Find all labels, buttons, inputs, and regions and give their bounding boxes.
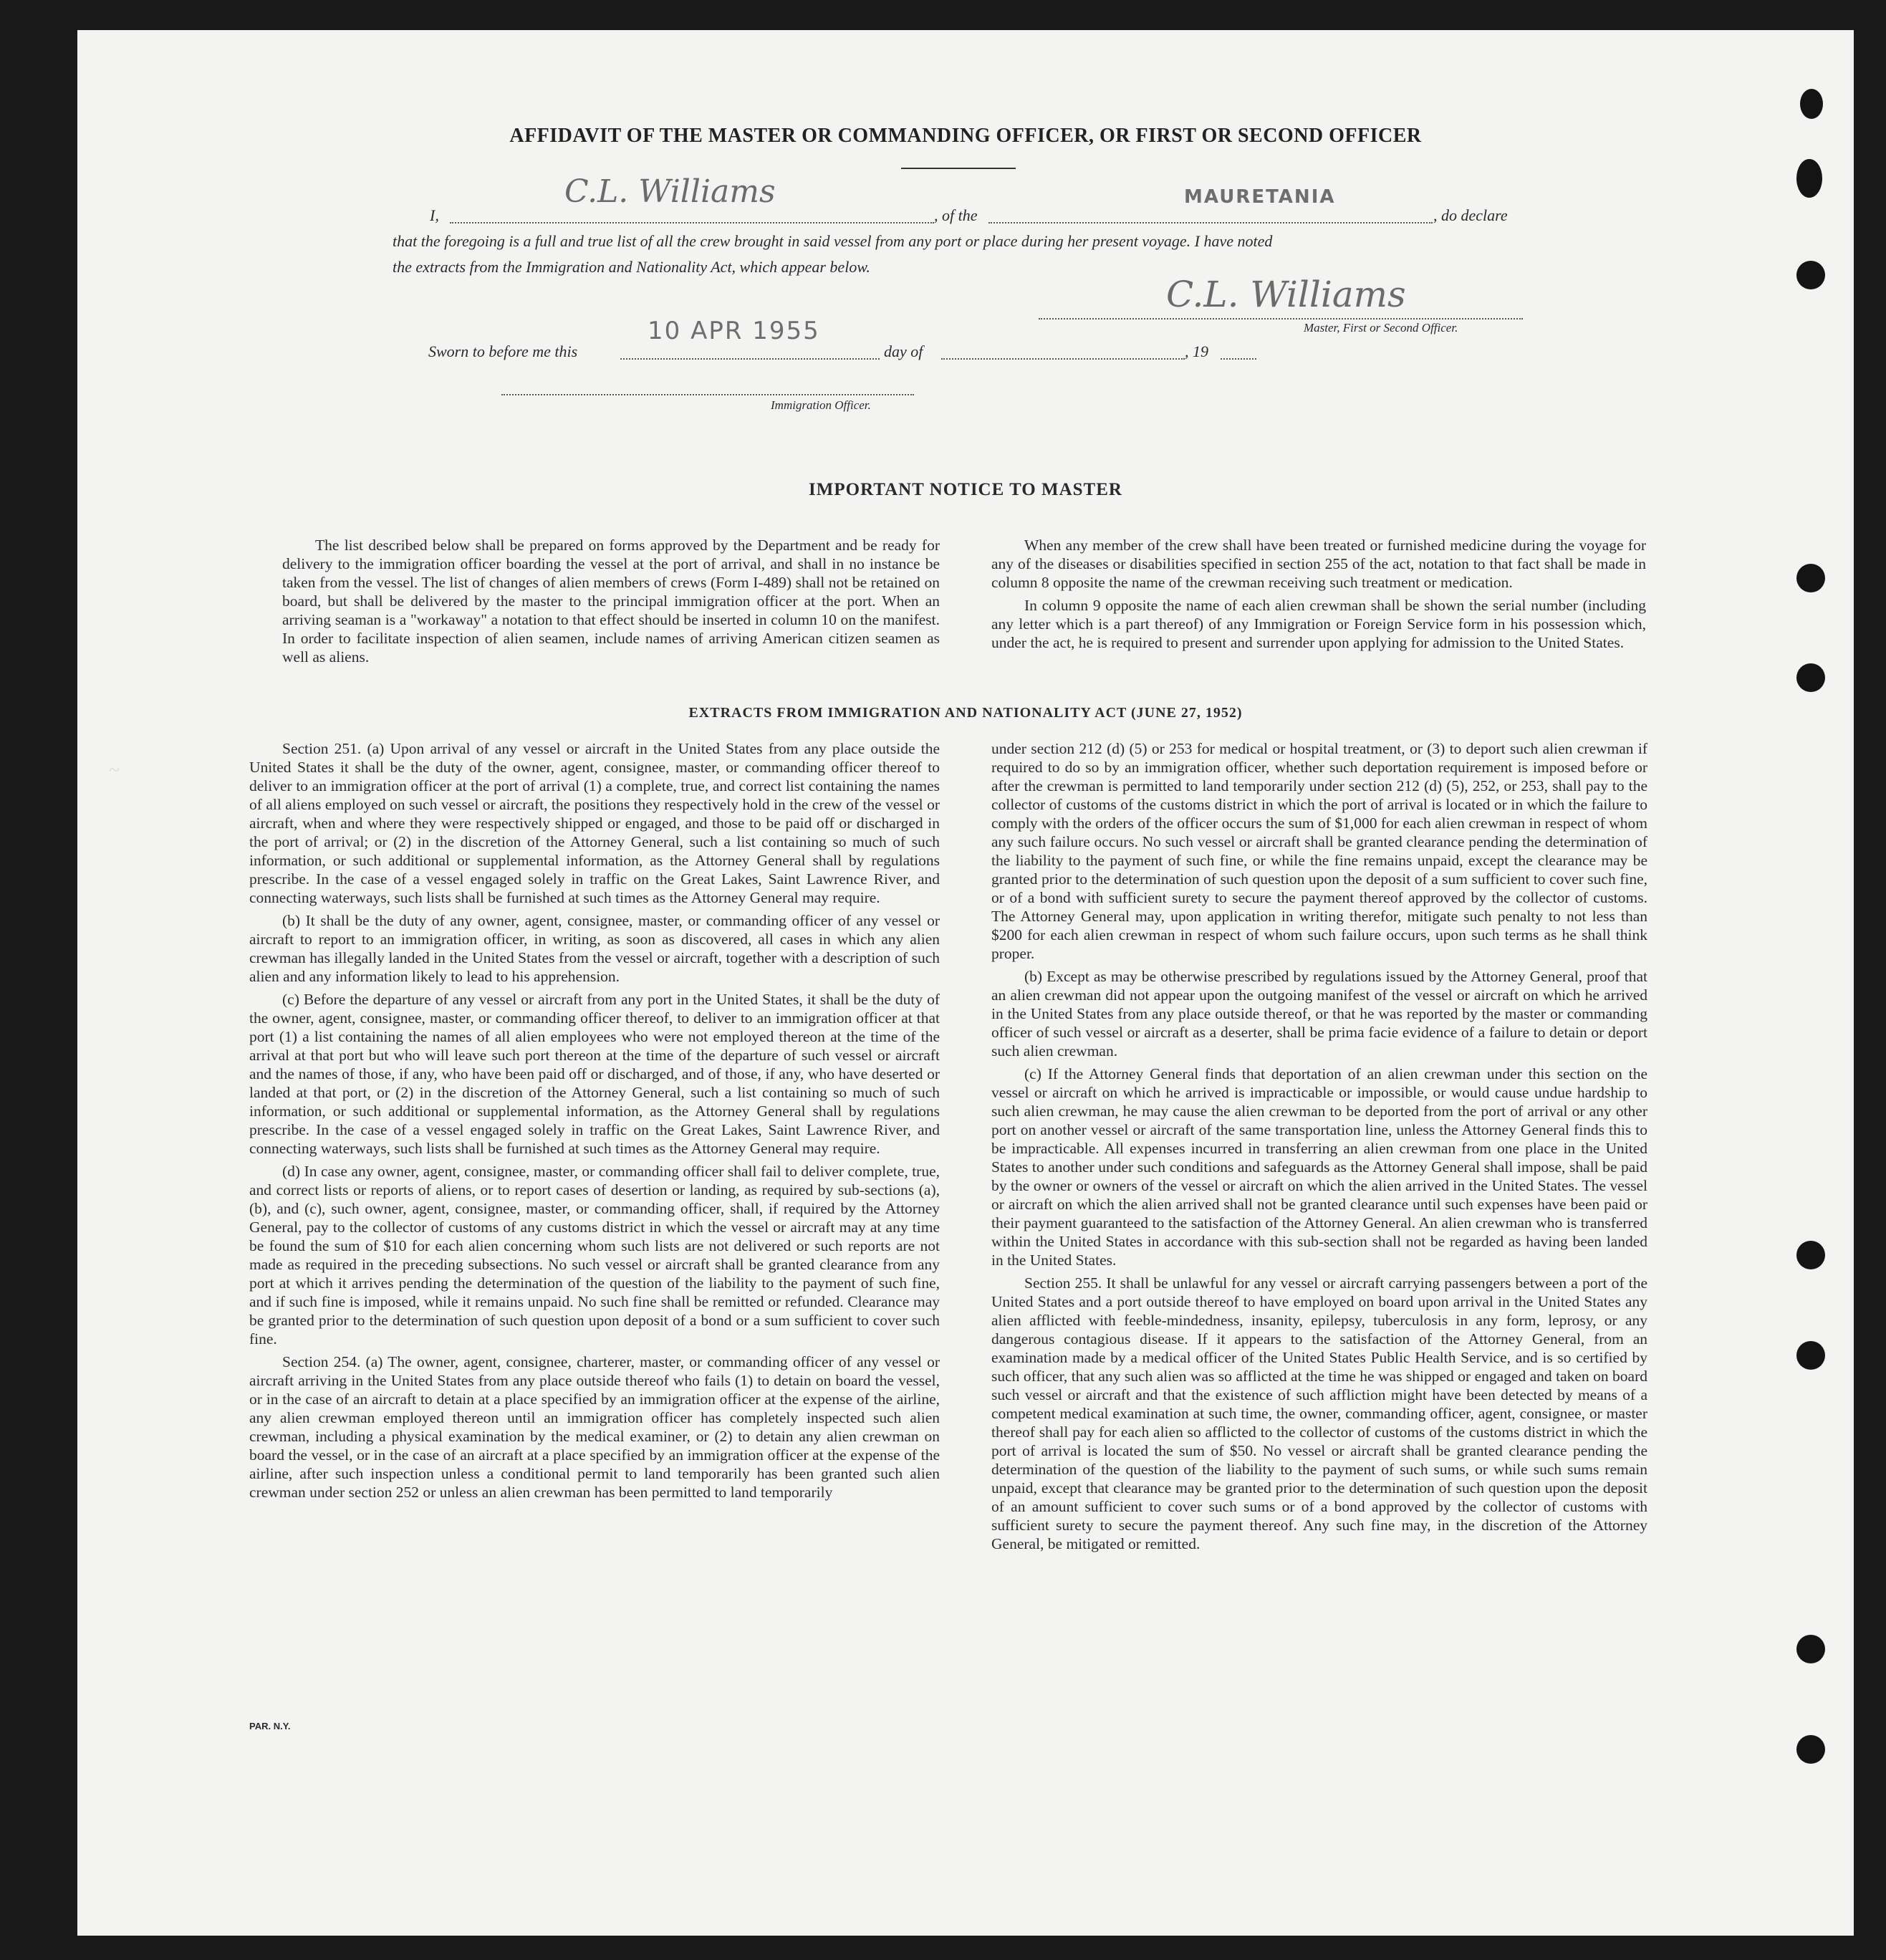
statute-paragraph: (c) Before the departure of any vessel or aircraft from any port in the United States, it shall be the duty of the owner, agent, consignee, master, or commanding officer thereof, to deliver to an immigration officer at that port (1) a list containing the names of all alien employees who were not employed thereon at the time of the arrival at that port but who will leave such port thereon at the time of the departure of such vessel or aircraft and the names of those, if any, who have been paid off or discharged, and of those, if any, who have deserted or landed at that port, or (2) in the discretion of the Attorney General, such a list containing so much of such information, or such additional or supplemental information, as the Attorney General shall by regulations prescribe. In the case of a vessel engaged solely in traffic on the Great Lakes, Saint Lawrence River, and connecting waterways, such lists shall be furnished at such times as the Attorney General may require. [249, 991, 940, 1157]
extracts-title: EXTRACTS FROM IMMIGRATION AND NATIONALITY ACT (JUNE 27, 1952) [688, 705, 1243, 721]
punch-hole-icon [1796, 261, 1825, 289]
sworn-label: Sworn to before me this [428, 342, 578, 360]
document-page [77, 30, 1854, 1936]
statute-paragraph: under section 212 (d) (5) or 253 for medical or hospital treatment, or (3) to deport such alien crewman if required to do so by an immigration officer, whether such deportation requirement is imposed before or after the crewman is permitted to land temporarily under section 212 (d) (5), 252, or 253, shall pay to the collector of customs of the customs district in which the port of arrival is located or in which the failure to comply with the orders of the officer occurs the sum of $1,000 for each alien crewman in respect of whom any such failure occurs. No such vessel or aircraft shall be granted clearance pending the determination of the liability to the payment of such fine, or while the fine remains unpaid, except the clearance may be granted prior to the determination of such question upon the deposit of a sum sufficient to cover such fine, or of a bond with sufficient surety to secure the payment thereof approved by the collector of customs. The Attorney General may, upon application in writing therefor, mitigate such penalty to not less than $200 for each alien crewman in respect of whom such failure occurs, upon such terms as he shall think proper. [991, 740, 1647, 962]
punch-hole-icon [1796, 663, 1825, 692]
declaration-line-2: the extracts from the Immigration and Nationality Act, which appear below. [393, 258, 870, 276]
of-the-label: , of the [934, 206, 978, 224]
statute-paragraph: (b) It shall be the duty of any owner, agent, consignee, master, or commanding officer of any vessel or aircraft to report to an immigration officer, in writing, as soon as discovered, all cases in which any alien crewman has illegally landed in the United States from the vessel or aircraft, together with a description of such alien and any information likely to lead to his apprehension. [249, 912, 940, 985]
title-rule [901, 168, 1016, 169]
officer-signature-line [501, 394, 914, 395]
notice-right-column [991, 536, 1646, 656]
punch-hole-icon [1796, 1735, 1825, 1764]
notice-paragraph: In column 9 opposite the name of each alien crewman shall be shown the serial number (including any letter which is a part thereof) of any Immigration or Foreign Service form in his possession which, under the act, he is required to present and surrender upon applying for admission to the United States. [991, 597, 1646, 651]
punch-hole-icon [1796, 1341, 1825, 1370]
date-stamp: 10 APR 1955 [648, 317, 820, 345]
statute-paragraph: Section 251. (a) Upon arrival of any vessel or aircraft in the United States from any place outside the United States it shall be the duty of the owner, agent, consignee, master, or commanding officer thereof to deliver to an immigration officer at the port of arrival (1) a complete, true, and correct list containing the names of all aliens employed on such vessel or aircraft, the positions they respectively hold in the crew of the vessel or aircraft, when and where they were respectively shipped or engaged, and those to be paid off or discharged in the port of arrival; or (2) in the discretion of the Attorney General, such a list containing so much of such information, or such additional or supplemental information, as the Attorney General shall by regulations prescribe. In the case of a vessel engaged solely in traffic on the Great Lakes, Saint Lawrence River, and connecting waterways, such lists shall be furnished at such times as the Attorney General may require. [249, 740, 940, 906]
punch-hole-icon [1796, 1635, 1825, 1663]
declarant-signature: C.L. Williams [564, 173, 776, 210]
statute-paragraph: Section 255. It shall be unlawful for any vessel or aircraft carrying passengers between a port of the United States and a port outside thereof to have employed on board upon arrival in the United States any alien afflicted with feeble-mindedness, insanity, epilepsy, tuberculosis in any form, leprosy, or any dangerous contagious disease. If it appears to the satisfaction of the Attorney General, from an examination made by a medical officer of the United States Public Health Service, and is so certified by such officer, that any such alien was so afflicted at the time he was shipped or engaged and taken on board such vessel or aircraft and that the existence of such affliction might have been detected by means of a competent medical examination at such time, the owner, commanding officer, agent, consignee, or master thereof shall pay for each alien so afflicted to the collector of customs of the customs district in which the port of arrival is located the sum of $50. No vessel or aircraft shall be granted clearance pending the determination of the question of the liability to the payment of such sums, or while such sums remain unpaid, except that clearance may be granted prior to the determination of such question upon the deposit of an amount sufficient to cover such sums or of a bond approved by the collector of customs with sufficient surety to secure the payment thereof. Any such fine may, in the discretion of the Attorney General, be mitigated or remitted. [991, 1274, 1647, 1552]
extracts-left-column [249, 739, 940, 1506]
i-label: I, [430, 206, 439, 224]
master-label: Master, First or Second Officer. [1304, 321, 1458, 335]
statute-paragraph: Section 254. (a) The owner, agent, consignee, charterer, master, or commanding officer of any vessel or aircraft arriving in the United States from any place outside thereof who fails (1) to detain on board the vessel, or in the case of an aircraft to detain at a place specified by an immigration officer at the expense of the airline, any alien crewman employed thereon until an immigration officer has completely inspected such alien crewman, including a physical examination by the medical examiner, or (2) to detain any alien crewman on board the vessel, or in the case of an aircraft at a place specified by an immigration officer at the expense of the airline, after such inspection unless a conditional permit to land temporarily has been granted such alien crewman under section 252 or unless an alien crewman has been permitted to land temporarily [249, 1353, 940, 1501]
notice-paragraph: The list described below shall be prepared on forms approved by the Department and be ready for delivery to the immigration officer boarding the vessel at the port of arrival, and shall in no instance be taken from the vessel. The list of changes of alien members of crews (Form I-489) shall not be retained on board, but shall be delivered by the master to the principal immigration officer at the port. When an arriving seaman is a "workaway" a notation to that effect should be inserted in column 10 on the manifest. In order to facilitate inspection of alien seamen, include names of arriving American citizen seamen as well as aliens. [282, 537, 940, 666]
vessel-line [988, 222, 1433, 224]
sworn-date-line [620, 358, 880, 360]
declaration-line-1: that the foregoing is a full and true list of all the crew brought in said vessel from any port or place during her present voyage. I have noted [393, 232, 1273, 250]
vessel-name-stamp: MAURETANIA [1184, 186, 1336, 208]
punch-hole-icon [1796, 564, 1825, 592]
statute-paragraph: (b) Except as may be otherwise prescribed by regulations issued by the Attorney General, proof that an alien crewman did not appear upon the outgoing manifest of the vessel or aircraft on which he arrived in the United States from any place outside thereof, or that he was reported by the master or commanding officer of such vessel or aircraft as a deserter, shall be prima facie evidence of a failure to detain or deport such alien crewman. [991, 968, 1647, 1060]
name-line [450, 222, 934, 224]
officer-label: Immigration Officer. [771, 398, 871, 412]
extracts-right-column [991, 739, 1647, 1557]
year-prefix: , 19 [1185, 342, 1208, 360]
affidavit-title: AFFIDAVIT OF THE MASTER OR COMMANDING OFFICER, OR FIRST OR SECOND OFFICER [509, 125, 1422, 147]
master-signature-line [1039, 318, 1523, 320]
scratch-mark: ~ [109, 759, 120, 782]
statute-paragraph: (d) In case any owner, agent, consignee, master, or commanding officer shall fail to deliver complete, true, and correct lists or reports of aliens, or to report cases of desertion or landing, as required by sub-sections (a), (b), and (c), such owner, agent, consignee, master, or commanding officer, shall, if required by the Attorney General, pay to the collector of customs of any customs district in which the vessel or aircraft may at any time be found the sum of $10 for each alien concerning whom such lists are not delivered or such reports are not made as required in the preceding subsections. No such vessel or aircraft shall be granted clearance from any port at which it arrives pending the determination of the question of the liability to the payment of such fine, and if such fine is imposed, while it remains unpaid. No such fine shall be remitted or refunded. Clearance may be granted prior to the determination of such question upon deposit of a bond or a sum sufficient to cover such fine. [249, 1163, 940, 1348]
year-line [1221, 358, 1256, 360]
punch-hole-icon [1796, 1241, 1825, 1269]
day-of-label: day of [884, 342, 923, 360]
notice-left-column [282, 536, 940, 671]
punch-hole-icon [1796, 159, 1822, 198]
notice-paragraph: When any member of the crew shall have been treated or furnished medicine during the voyage for any of the diseases or disabilities specified in section 255 of the act, notation to that fact shall be made in column 8 opposite the name of the crewman receiving such treatment or medication. [991, 537, 1646, 591]
month-line [941, 358, 1185, 360]
punch-hole-icon [1800, 89, 1823, 119]
master-signature: C.L. Williams [1166, 274, 1406, 315]
printer-mark: PAR. N.Y. [249, 1721, 291, 1731]
statute-paragraph: (c) If the Attorney General finds that deportation of an alien crewman under this section on the vessel or aircraft on which he arrived is impracticable or impossible, or would cause undue hardship to such alien crewman, he may cause the alien crewman to be deported from the port of arrival or any other port on another vessel or aircraft of the same transportation line, unless the Attorney General finds this to be impracticable. All expenses incurred in transferring an alien crewman from one place in the United States to another under such conditions and safeguards as the Attorney General shall impose, shall be paid by the owner or owners of the vessel or aircraft on which the alien arrived in the United States. The vessel or aircraft on which the alien arrived shall not be granted clearance until such expenses have been paid or their payment guaranteed to the satisfaction of the Attorney General. An alien crewman who is transferred within the United States in accordance with this sub-section shall not be regarded as having been landed in the United States. [991, 1065, 1647, 1269]
do-declare-label: , do declare [1433, 206, 1508, 224]
notice-title: IMPORTANT NOTICE TO MASTER [809, 480, 1122, 499]
